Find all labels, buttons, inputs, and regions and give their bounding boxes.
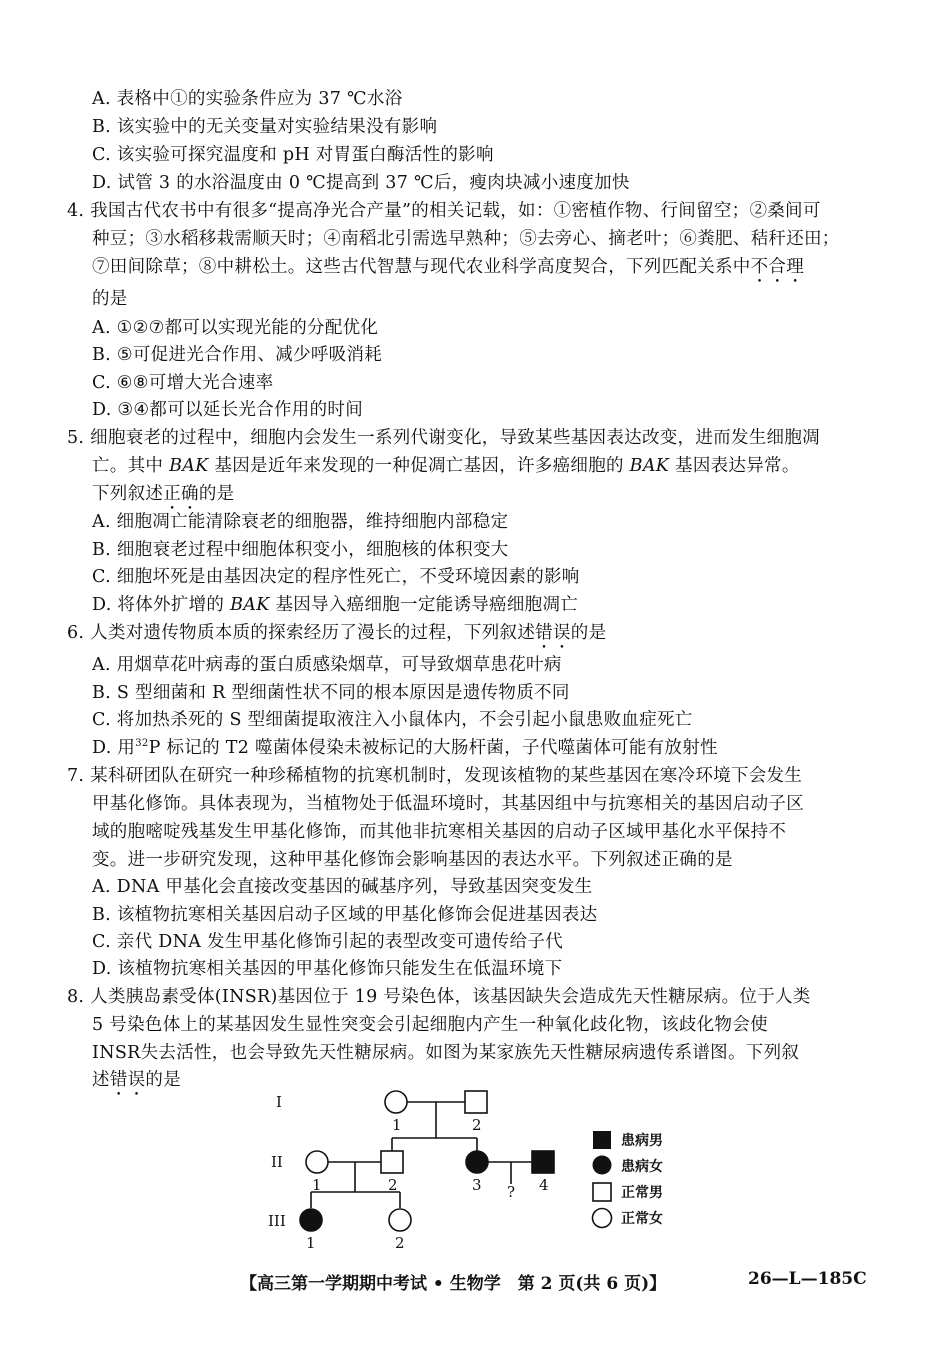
q5-option-b: B. 细胞衰老过程中细胞体积变小，细胞核的体积变大 bbox=[92, 540, 509, 560]
individual-number: 4 bbox=[539, 1176, 549, 1194]
q8-emphasis-wrong: 错误 bbox=[109, 1070, 146, 1090]
gene-bak: BAK bbox=[230, 595, 270, 615]
q7-option-b: B. 该植物抗寒相关基因启动子区域的甲基化修饰会促进基因表达 bbox=[92, 905, 598, 925]
q4-option-c: C. ⑥⑧可增大光合速率 bbox=[92, 373, 274, 393]
q5-option-c: C. 细胞坏死是由基因决定的程序性死亡，不受环境因素的影响 bbox=[92, 567, 580, 587]
generation-label: I bbox=[276, 1093, 282, 1111]
q3-option-d: D. 试管 3 的水浴温度由 0 ℃提高到 37 ℃后，瘦肉块减小速度加快 bbox=[92, 173, 630, 193]
q6-stem-text: 的是 bbox=[570, 623, 607, 643]
q5-option-d-text: D. 将体外扩增的 bbox=[92, 595, 231, 615]
q3-option-c: C. 该实验可探究温度和 pH 对胃蛋白酶活性的影响 bbox=[92, 145, 494, 165]
legend-affected-female-icon bbox=[593, 1156, 612, 1175]
gene-bak: BAK bbox=[629, 456, 670, 476]
individual-number: 1 bbox=[306, 1234, 316, 1252]
individual-number: 3 bbox=[472, 1176, 482, 1194]
q5-option-a: A. 细胞凋亡能清除衰老的细胞器，维持细胞内部稳定 bbox=[92, 512, 509, 532]
individual-number: 2 bbox=[395, 1234, 405, 1252]
q4-option-a: A. ①②⑦都可以实现光能的分配优化 bbox=[92, 318, 379, 338]
q5-stem-text: 的是 bbox=[198, 484, 235, 504]
affected-female-symbol bbox=[466, 1151, 488, 1173]
affected-female-symbol bbox=[300, 1209, 322, 1231]
individual-number: 1 bbox=[392, 1116, 402, 1134]
gene-bak: BAK bbox=[169, 456, 209, 476]
q8-stem-line-2: 5 号染色体上的某基因发生显性突变会引起细胞内产生一种氧化歧化物，该歧化物会使 bbox=[92, 1015, 768, 1035]
q4-stem-line-1: 4. 我国古代农书中有很多“提高净光合产量”的相关记载，如：①密植作物、行间留空；②桑间可 bbox=[67, 201, 821, 221]
q7-stem-line-3: 域的胞嘧啶残基发生甲基化修饰，而其他非抗寒相关基因的启动子区域甲基化水平保持不 bbox=[92, 822, 787, 842]
footer-title: 【高三第一学期期中考试 • 生物学 第 2 页(共 6 页)】 bbox=[240, 1274, 667, 1294]
legend-normal-female-label: 正常女 bbox=[621, 1211, 663, 1227]
legend-normal-male-icon bbox=[593, 1183, 611, 1201]
legend-affected-male-label: 患病男 bbox=[621, 1133, 663, 1149]
q6-option-b: B. S 型细菌和 R 型细菌性状不同的根本原因是遗传物质不同 bbox=[92, 683, 570, 703]
legend-normal-male-label: 正常男 bbox=[621, 1185, 663, 1201]
q6-option-a: A. 用烟草花叶病毒的蛋白质感染烟草，可导致烟草患花叶病 bbox=[92, 655, 562, 675]
generation-label: II bbox=[271, 1153, 283, 1171]
q6-emphasis-wrong: 错误 bbox=[535, 623, 571, 643]
q7-option-c: C. 亲代 DNA 发生甲基化修饰引起的表型改变可遗传给子代 bbox=[92, 932, 563, 952]
q7-stem-line-4: 变。进一步研究发现，这种甲基化修饰会影响基因的表达水平。下列叙述正确的是 bbox=[92, 850, 733, 870]
normal-male-symbol bbox=[381, 1151, 403, 1173]
normal-female-symbol bbox=[389, 1209, 411, 1231]
q8-stem-text: 述 bbox=[92, 1070, 110, 1090]
footer-code: 26—L—185C bbox=[748, 1269, 867, 1289]
q7-option-a: A. DNA 甲基化会直接改变基因的碱基序列，导致基因突变发生 bbox=[92, 877, 593, 897]
q5-stem-text: 下列叙述 bbox=[92, 484, 164, 504]
q5-emphasis-correct: 正确 bbox=[163, 484, 199, 504]
q5-option-d-text: 基因导入癌细胞一定能诱导癌细胞凋亡 bbox=[269, 595, 579, 615]
individual-number: 2 bbox=[388, 1176, 398, 1194]
normal-female-symbol bbox=[306, 1151, 328, 1173]
q4-option-d: D. ③④都可以延长光合作用的时间 bbox=[92, 400, 364, 420]
individual-number: 1 bbox=[312, 1176, 322, 1194]
q6-option-c: C. 将加热杀死的 S 型细菌提取液注入小鼠体内，不会引起小鼠患败血症死亡 bbox=[92, 710, 693, 730]
legend-affected-male-icon bbox=[593, 1131, 611, 1149]
q4-stem-line-4: 的是 bbox=[92, 289, 128, 309]
q6-option-d-text: P 标记的 T2 噬菌体侵染未被标记的大肠杆菌，子代噬菌体可能有放射性 bbox=[148, 738, 718, 758]
q8-stem-text: 的是 bbox=[145, 1070, 182, 1090]
q8-stem-line-1: 8. 人类胰岛素受体(INSR)基因位于 19 号染色体，该基因缺失会造成先天性糖尿病。位于人类 bbox=[67, 987, 811, 1007]
q7-stem-line-2: 甲基化修饰。具体表现为，当植物处于低温环境时，其基因组中与抗寒相关的基因启动子区 bbox=[92, 794, 804, 814]
q4-stem-text: ⑦田间除草；⑧中耕松土。这些古代智慧与现代农业科学高度契合，下列匹配关系中 bbox=[92, 257, 751, 277]
unknown-offspring-mark: ? bbox=[507, 1183, 516, 1201]
q4-option-b: B. ⑤可促进光合作用、减少呼吸消耗 bbox=[92, 345, 383, 365]
normal-female-symbol bbox=[385, 1091, 407, 1113]
affected-male-symbol bbox=[532, 1151, 554, 1173]
q7-stem-line-1: 7. 某科研团队在研究一种珍稀植物的抗寒机制时，发现该植物的某些基因在寒冷环境下会发生 bbox=[67, 766, 803, 786]
q6-stem-text: 6. 人类对遗传物质本质的探索经历了漫长的过程，下列叙述 bbox=[67, 623, 536, 643]
legend-affected-female-label: 患病女 bbox=[621, 1159, 663, 1175]
q4-emphasis-not-reasonable: 不合理 bbox=[750, 257, 805, 277]
q6-option-d-text: D. 用 bbox=[92, 738, 136, 758]
generation-label: III bbox=[268, 1212, 286, 1230]
q5-stem-text: 基因是近年来发现的一种促凋亡基因，许多癌细胞的 bbox=[208, 456, 630, 476]
q7-option-d: D. 该植物抗寒相关基因的甲基化修饰只能发生在低温环境下 bbox=[92, 959, 563, 979]
isotope-superscript: 32 bbox=[135, 738, 149, 750]
legend-normal-female-icon bbox=[593, 1209, 612, 1228]
normal-male-symbol bbox=[465, 1091, 487, 1113]
q5-stem-text: 亡。其中 bbox=[92, 456, 170, 476]
individual-number: 2 bbox=[472, 1116, 482, 1134]
q5-stem-line-1: 5. 细胞衰老的过程中，细胞内会发生一系列代谢变化，导致某些基因表达改变，进而发生细胞凋 bbox=[67, 428, 820, 448]
q3-option-a: A. 表格中①的实验条件应为 37 ℃水浴 bbox=[92, 89, 403, 109]
q3-option-b: B. 该实验中的无关变量对实验结果没有影响 bbox=[92, 117, 438, 137]
q4-stem-line-2: 种豆；③水稻移栽需顺天时；④南稻北引需选早熟种；⑤去旁心、摘老叶；⑥粪肥、秸秆还田； bbox=[92, 229, 840, 249]
q5-stem-text: 基因表达异常。 bbox=[669, 456, 800, 476]
q8-stem-line-3: INSR失去活性，也会导致先天性糖尿病。如图为某家族先天性糖尿病遗传系谱图。下列叙 bbox=[92, 1043, 800, 1063]
